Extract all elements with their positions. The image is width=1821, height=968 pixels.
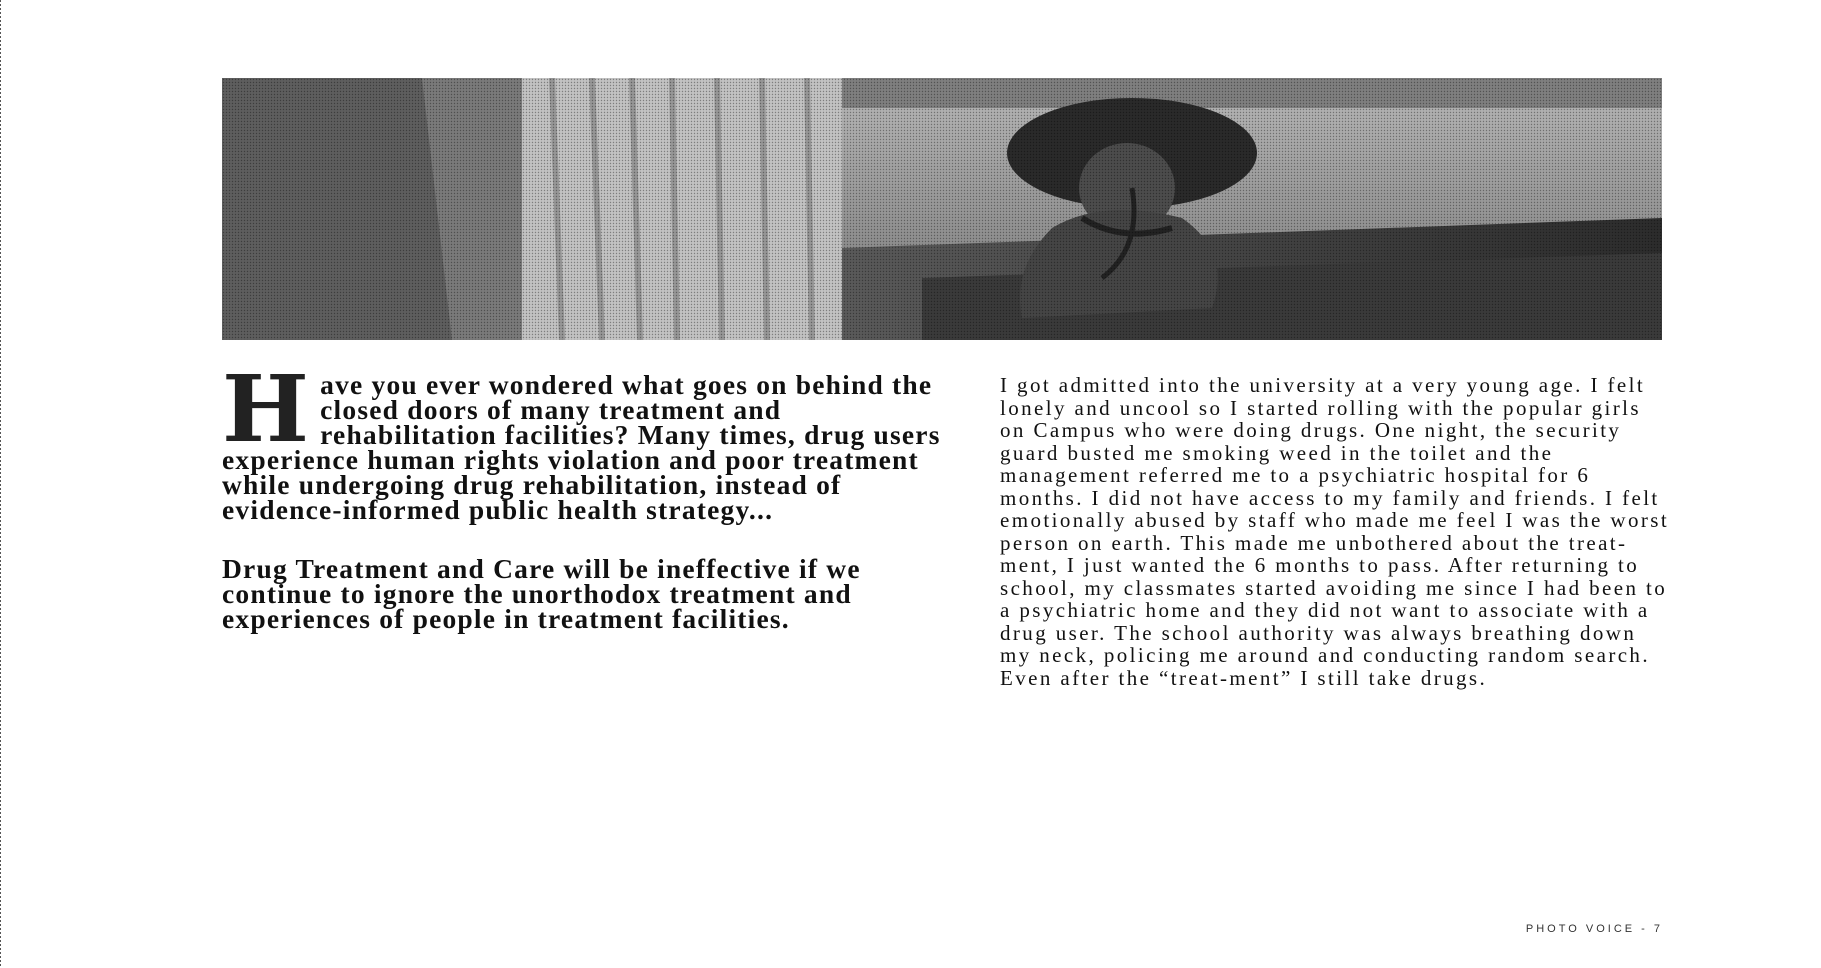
intro-column bbox=[222, 355, 942, 634]
drop-cap: H bbox=[222, 355, 311, 463]
intro-paragraph bbox=[222, 355, 942, 525]
story-column bbox=[1000, 374, 1670, 689]
page-edge bbox=[0, 0, 1, 968]
hero-photo bbox=[222, 78, 1662, 340]
closing-paragraph: Drug Treatment and Care will be ineffective if we continue to ignore the unorthodox treatment and experiences of people in treatment facilities. bbox=[222, 553, 861, 634]
story-paragraph: I got admitted into the university at a very young age. I felt lonely and uncool so I started rolling with the popular girls on Campus who were doing drugs. One night, the security guard busted me smoking weed in the toilet and the management referred me to a psychiatric hospital for 6 months. I did not have access to my family and friends. I felt emotionally abused by staff who made me feel I was the worst person on earth. This made me unbothered about the treat-ment, I just wanted the 6 months to pass. After returning to school, my classmates started avoiding me since I had been to a psychiatric home and they did not want to associate with a drug user. The school authority was always breathing down my neck, policing me around and conducting random search. Even after the “treat-ment” I still take drugs. bbox=[1000, 373, 1670, 690]
page-footer: PHOTO VOICE - 7 bbox=[1525, 923, 1663, 935]
intro-text: ave you ever wondered what goes on behind the closed doors of many treatment and rehabilitation facilities? Many times, drug users experience human rights violation and poor treatment while undergoing drug rehabilitation, instead of evidence-informed public health strategy... bbox=[222, 369, 941, 525]
